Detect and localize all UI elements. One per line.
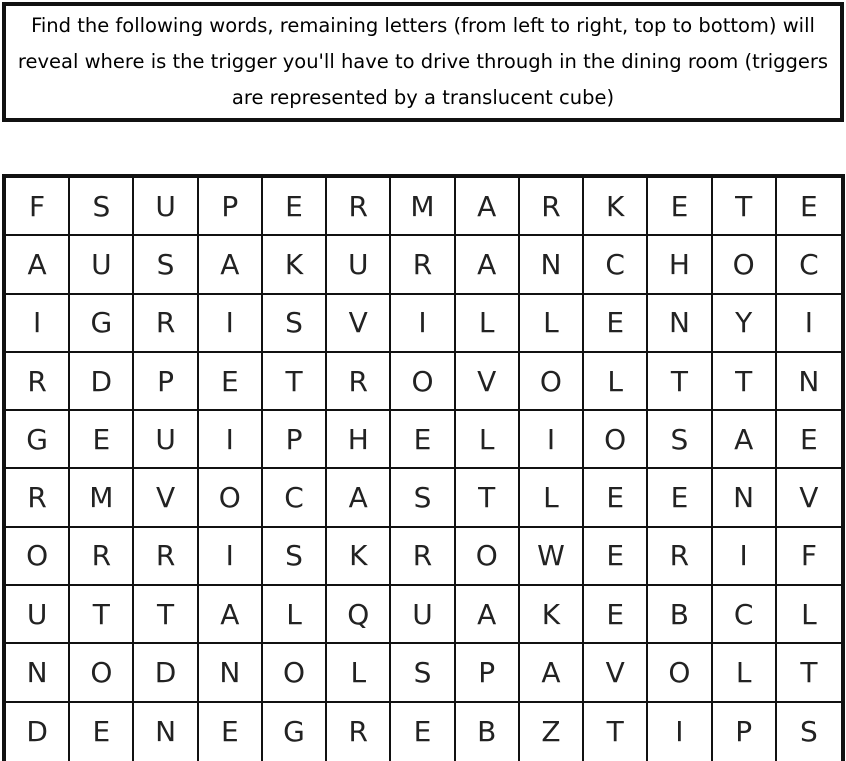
grid-cell[interactable]: M — [70, 469, 134, 527]
grid-cell[interactable]: T — [584, 703, 648, 761]
grid-cell[interactable]: T — [777, 644, 841, 702]
grid-cell[interactable]: N — [648, 295, 712, 353]
grid-cell[interactable]: O — [713, 236, 777, 294]
grid-cell[interactable]: S — [391, 469, 455, 527]
grid-cell[interactable]: A — [199, 236, 263, 294]
grid-cell[interactable]: M — [391, 178, 455, 236]
grid-cell[interactable]: E — [777, 411, 841, 469]
grid-cell[interactable]: E — [648, 178, 712, 236]
grid-cell[interactable]: L — [263, 586, 327, 644]
grid-cell[interactable]: O — [70, 644, 134, 702]
grid-cell[interactable]: E — [584, 295, 648, 353]
grid-cell[interactable]: L — [327, 644, 391, 702]
grid-cell[interactable]: L — [713, 644, 777, 702]
grid-cell[interactable]: C — [713, 586, 777, 644]
grid-cell[interactable]: G — [70, 295, 134, 353]
grid-cell[interactable]: A — [713, 411, 777, 469]
grid-cell[interactable]: O — [520, 353, 584, 411]
grid-cell[interactable]: E — [391, 411, 455, 469]
grid-cell[interactable]: L — [456, 295, 520, 353]
grid-cell[interactable]: G — [263, 703, 327, 761]
grid-cell[interactable]: C — [263, 469, 327, 527]
grid-cell[interactable]: N — [199, 644, 263, 702]
grid-cell[interactable]: G — [6, 411, 70, 469]
grid-cell[interactable]: E — [263, 178, 327, 236]
grid-cell[interactable]: P — [263, 411, 327, 469]
grid-cell[interactable]: F — [777, 528, 841, 586]
grid-cell[interactable]: A — [456, 178, 520, 236]
grid-cell[interactable]: O — [263, 644, 327, 702]
grid-cell[interactable]: N — [777, 353, 841, 411]
grid-cell[interactable]: E — [199, 703, 263, 761]
grid-cell[interactable]: V — [327, 295, 391, 353]
grid-cell[interactable]: N — [6, 644, 70, 702]
grid-cell[interactable]: R — [520, 178, 584, 236]
grid-cell[interactable]: F — [6, 178, 70, 236]
grid-cell[interactable]: D — [134, 644, 198, 702]
grid-cell[interactable]: L — [456, 411, 520, 469]
grid-cell[interactable]: D — [6, 703, 70, 761]
grid-cell[interactable]: U — [327, 236, 391, 294]
grid-cell[interactable]: K — [584, 178, 648, 236]
grid-cell[interactable]: I — [199, 528, 263, 586]
grid-cell[interactable]: B — [456, 703, 520, 761]
grid-cell[interactable]: R — [327, 703, 391, 761]
grid-cell[interactable]: L — [520, 295, 584, 353]
grid-cell[interactable]: E — [391, 703, 455, 761]
grid-cell[interactable]: T — [263, 353, 327, 411]
word-search-grid — [2, 174, 845, 761]
grid-cell[interactable]: I — [777, 295, 841, 353]
grid-cell[interactable]: B — [648, 586, 712, 644]
grid-cell[interactable]: P — [199, 178, 263, 236]
grid-cell[interactable]: E — [584, 586, 648, 644]
grid-cell[interactable]: L — [584, 353, 648, 411]
grid-cell[interactable]: A — [199, 586, 263, 644]
grid-cell[interactable]: P — [713, 703, 777, 761]
grid-cell[interactable]: I — [199, 295, 263, 353]
grid-cell[interactable]: V — [777, 469, 841, 527]
grid-cell[interactable]: R — [391, 528, 455, 586]
grid-cell[interactable]: S — [134, 236, 198, 294]
grid-cell[interactable]: A — [6, 236, 70, 294]
grid-cell[interactable]: H — [327, 411, 391, 469]
grid-cell[interactable]: O — [6, 528, 70, 586]
grid-cell[interactable]: O — [391, 353, 455, 411]
instructions-text: Find the following words, remaining letters (from left to right, top to bottom) will reveal where is the trigger you'll have to drive through in the dining room (triggers are represented by a translucent cube) — [17, 14, 829, 109]
grid-cell[interactable]: U — [391, 586, 455, 644]
grid-cell[interactable]: C — [777, 236, 841, 294]
grid-cell[interactable]: E — [648, 469, 712, 527]
grid-cell[interactable]: R — [134, 295, 198, 353]
instructions-box — [2, 2, 844, 122]
grid-cell[interactable]: H — [648, 236, 712, 294]
grid-cell[interactable]: N — [134, 703, 198, 761]
grid-cell[interactable]: S — [391, 644, 455, 702]
grid-cell[interactable]: E — [584, 528, 648, 586]
grid-cell[interactable]: L — [520, 469, 584, 527]
grid-cell[interactable]: L — [777, 586, 841, 644]
grid-cell[interactable]: N — [713, 469, 777, 527]
grid-cell[interactable]: R — [648, 528, 712, 586]
grid-cell[interactable]: E — [70, 703, 134, 761]
grid-cell[interactable]: A — [520, 644, 584, 702]
grid-cell[interactable]: U — [134, 411, 198, 469]
grid-cell[interactable]: U — [134, 178, 198, 236]
grid-cell[interactable]: S — [263, 528, 327, 586]
grid-cell[interactable]: I — [648, 703, 712, 761]
grid-cell[interactable]: U — [70, 236, 134, 294]
grid-cell[interactable]: O — [584, 411, 648, 469]
grid-cell[interactable]: V — [134, 469, 198, 527]
grid-cell[interactable]: V — [456, 353, 520, 411]
grid-cell[interactable]: T — [456, 469, 520, 527]
grid-cell[interactable]: I — [6, 295, 70, 353]
grid-cell[interactable]: E — [70, 411, 134, 469]
grid-cell[interactable]: D — [70, 353, 134, 411]
grid-cell[interactable]: P — [134, 353, 198, 411]
grid-cell[interactable]: O — [199, 469, 263, 527]
grid-cell[interactable]: A — [456, 236, 520, 294]
grid-cell[interactable]: R — [6, 353, 70, 411]
grid-cell[interactable]: E — [584, 469, 648, 527]
grid-cell[interactable]: K — [520, 586, 584, 644]
grid-cell[interactable]: I — [391, 295, 455, 353]
letter-grid — [6, 178, 841, 761]
grid-cell[interactable]: R — [70, 528, 134, 586]
grid-cell[interactable]: A — [327, 469, 391, 527]
grid-cell[interactable]: S — [648, 411, 712, 469]
grid-cell[interactable]: T — [713, 353, 777, 411]
grid-cell[interactable]: I — [713, 528, 777, 586]
grid-cell[interactable]: V — [584, 644, 648, 702]
grid-cell[interactable]: T — [70, 586, 134, 644]
grid-cell[interactable]: P — [456, 644, 520, 702]
grid-cell[interactable]: N — [520, 236, 584, 294]
grid-cell[interactable]: O — [648, 644, 712, 702]
grid-cell[interactable]: R — [391, 236, 455, 294]
grid-cell[interactable]: O — [456, 528, 520, 586]
grid-cell[interactable]: Z — [520, 703, 584, 761]
grid-cell[interactable]: R — [6, 469, 70, 527]
grid-cell[interactable]: T — [648, 353, 712, 411]
grid-cell[interactable]: T — [713, 178, 777, 236]
grid-cell[interactable]: I — [199, 411, 263, 469]
grid-cell[interactable]: C — [584, 236, 648, 294]
grid-cell[interactable]: Y — [713, 295, 777, 353]
grid-cell[interactable]: R — [327, 353, 391, 411]
grid-cell[interactable]: K — [263, 236, 327, 294]
grid-cell[interactable]: E — [199, 353, 263, 411]
grid-cell[interactable]: S — [263, 295, 327, 353]
grid-cell[interactable]: S — [799, 715, 818, 749]
grid-cell[interactable]: K — [327, 528, 391, 586]
grid-cell[interactable]: I — [520, 411, 584, 469]
grid-cell[interactable]: S — [70, 178, 134, 236]
grid-cell[interactable]: A — [456, 586, 520, 644]
grid-cell[interactable]: T — [134, 586, 198, 644]
grid-cell[interactable]: U — [6, 586, 70, 644]
grid-cell[interactable]: E — [777, 178, 841, 236]
grid-cell[interactable]: R — [327, 178, 391, 236]
grid-cell[interactable]: Q — [327, 586, 391, 644]
grid-cell[interactable]: R — [134, 528, 198, 586]
grid-cell[interactable]: W — [520, 528, 584, 586]
